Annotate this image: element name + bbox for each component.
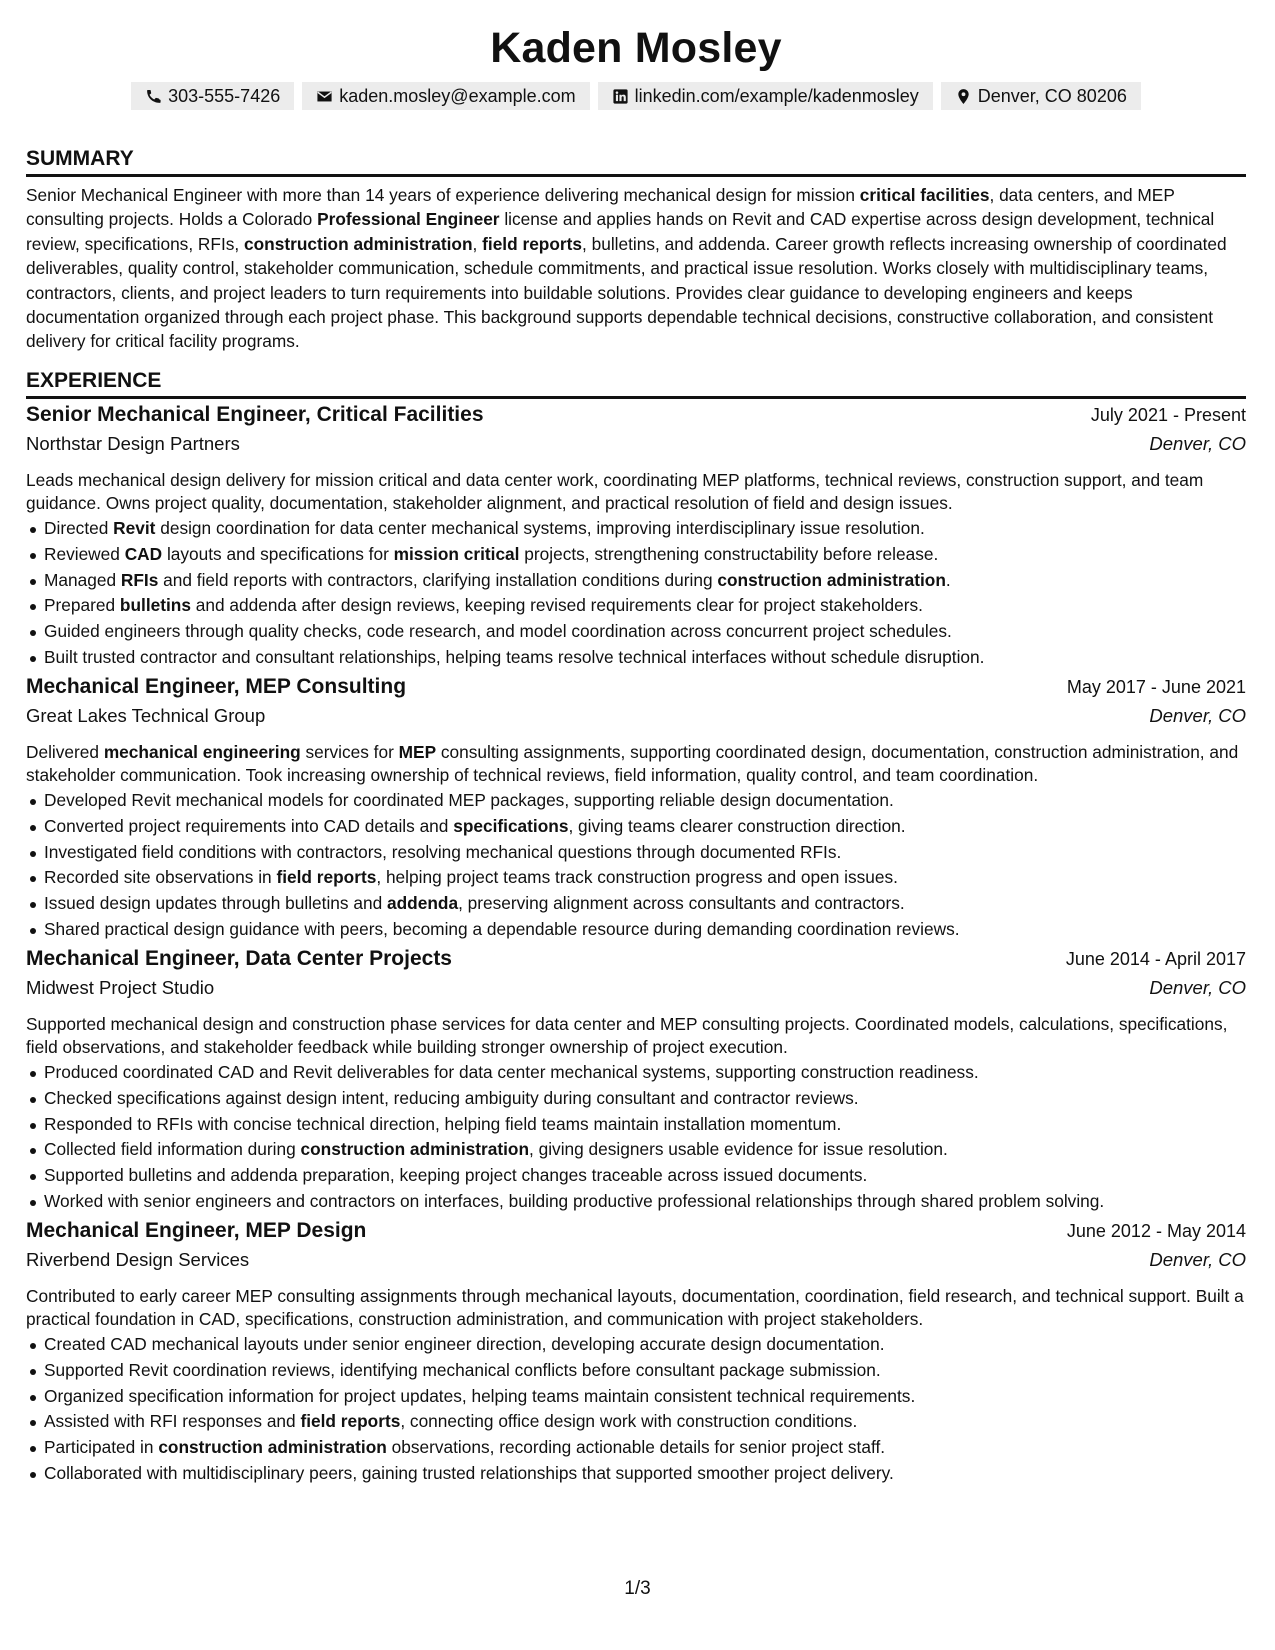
job-entry: [26, 675, 1246, 943]
contact-phone[interactable]: [131, 82, 294, 110]
job-title: Mechanical Engineer, MEP Consulting: [26, 674, 407, 698]
job-location: Denver, CO: [1149, 976, 1246, 998]
job-description: Delivered mechanical engineering services for MEP consulting assignments, supporting coordinated design, documentation, construction administration, and stakeholder communication. Took increasing ownership of technical reviews, field information, quality control, and team coordination.: [26, 741, 1239, 786]
bullet-item: Built trusted contractor and consultant relationships, helping teams resolve technical interfaces without schedule disruption.: [44, 645, 1246, 671]
job-company: Great Lakes Technical Group: [26, 704, 266, 726]
bold-keyword: construction administration: [717, 569, 946, 590]
bullet-item: Reviewed CAD layouts and specifications for mission critical projects, strengthening constructability before release.: [44, 542, 1246, 568]
bold-keyword: mechanical engineering: [103, 741, 301, 762]
bullet-item: Worked with senior engineers and contractors on interfaces, building productive professional relationships through shared problem solving.: [44, 1189, 1246, 1215]
bullet-item: Organized specification information for project updates, helping teams maintain consistent technical requirements.: [44, 1384, 1246, 1410]
bullet-item: Collaborated with multidisciplinary peers, gaining trusted relationships that supported smoother project delivery.: [44, 1461, 1246, 1487]
phone-icon: [145, 88, 162, 105]
bold-keyword: critical facilities: [859, 185, 990, 205]
phone-text: 303-555-7426: [168, 85, 281, 106]
job-title: Mechanical Engineer, MEP Design: [26, 1218, 367, 1242]
job-location: Denver, CO: [1149, 432, 1246, 454]
summary-section: [26, 146, 1246, 354]
bullet-item: Directed Revit design coordination for data center mechanical systems, improving interdisciplinary issue resolution.: [44, 516, 1246, 542]
job-entry: [26, 1219, 1246, 1487]
experience-heading: EXPERIENCE: [26, 368, 1246, 399]
summary-text: Senior Mechanical Engineer with more than 14 years of experience delivering mechanical design for mission critical facilities, data centers, and MEP consulting projects. Holds a Colorado Professional Engineer license and applies hands on Revit and CAD expertise across design development, technical review, specifications, RFIs, construction administration, field reports, bulletins, and addenda. Career growth reflects increasing ownership of coordinated deliverables, quality control, stakeholder communication, schedule commitments, and practical issue resolution. Works closely with multidisciplinary teams, contractors, clients, and project leaders to turn requirements into buildable solutions. Provides clear guidance to developing engineers and keeps documentation organized through each project phase. This background supports dependable technical decisions, constructive collaboration, and consistent delivery for critical facility programs.: [26, 185, 1227, 352]
job-entry: [26, 403, 1246, 671]
linkedin-text: linkedin.com/example/kadenmosley: [634, 85, 919, 106]
bullet-item: Guided engineers through quality checks, code research, and model coordination across concurrent project schedules.: [44, 619, 1246, 645]
bold-keyword: field reports: [482, 233, 583, 254]
job-company: Midwest Project Studio: [26, 976, 215, 998]
job-company: Northstar Design Partners: [26, 432, 240, 454]
job-dates: July 2021 - Present: [1090, 404, 1246, 425]
job-bullets: [26, 1060, 1246, 1215]
job-location: Denver, CO: [1149, 704, 1246, 726]
contact-email[interactable]: [302, 82, 589, 110]
bold-keyword: addenda: [387, 893, 459, 914]
resume-page: [26, 0, 1246, 1487]
bold-keyword: field reports: [276, 867, 377, 888]
bullet-item: Assisted with RFI responses and field reports, connecting office design work with construction conditions.: [44, 1409, 1246, 1435]
experience-section: [26, 368, 1246, 1487]
job-dates: June 2012 - May 2014: [1066, 1220, 1246, 1241]
job-bullets: [26, 516, 1246, 671]
bold-keyword: construction administration: [244, 233, 473, 254]
bold-keyword: specifications: [453, 815, 569, 836]
bold-keyword: MEP: [398, 741, 437, 762]
job-bullets: [26, 1332, 1246, 1487]
contact-linkedin[interactable]: [598, 82, 933, 110]
bullet-item: Supported Revit coordination reviews, identifying mechanical conflicts before consultant package submission.: [44, 1358, 1246, 1384]
job-entry: [26, 947, 1246, 1215]
bullet-item: Developed Revit mechanical models for coordinated MEP packages, supporting reliable design documentation.: [44, 788, 1246, 814]
bullet-item: Converted project requirements into CAD details and specifications, giving teams clearer construction direction.: [44, 814, 1246, 840]
bold-keyword: mission critical: [393, 543, 520, 564]
job-location: Denver, CO: [1149, 1248, 1246, 1270]
bullet-item: Recorded site observations in field reports, helping project teams track construction progress and open issues.: [44, 865, 1246, 891]
bullet-item: Prepared bulletins and addenda after design reviews, keeping revised requirements clear for project stakeholders.: [44, 593, 1246, 619]
bold-keyword: construction administration: [300, 1139, 529, 1160]
bold-keyword: Revit: [113, 518, 156, 539]
bold-keyword: RFIs: [120, 569, 159, 590]
bullet-item: Participated in construction administration observations, recording actionable details for senior project staff.: [44, 1435, 1246, 1461]
job-description: Leads mechanical design delivery for mission critical and data center work, coordinating MEP platforms, technical reviews, construction support, and team guidance. Owns project quality, documentation, stakeholder alignment, and practical resolution of field and design issues.: [26, 469, 1204, 514]
map-pin-icon: [955, 88, 972, 105]
job-title: Senior Mechanical Engineer, Critical Facilities: [26, 402, 484, 426]
page-number: 1/3: [624, 1578, 651, 1599]
summary-heading: SUMMARY: [26, 146, 1246, 177]
contact-bar: [26, 82, 1246, 110]
bold-keyword: Professional Engineer: [317, 209, 500, 230]
bullet-item: Produced coordinated CAD and Revit deliverables for data center mechanical systems, supporting construction readiness.: [44, 1060, 1246, 1086]
bullet-item: Checked specifications against design intent, reducing ambiguity during consultant and contractor reviews.: [44, 1086, 1246, 1112]
bullet-item: Responded to RFIs with concise technical direction, helping field teams maintain installation momentum.: [44, 1112, 1246, 1138]
bullet-item: Created CAD mechanical layouts under senior engineer direction, developing accurate design documentation.: [44, 1332, 1246, 1358]
candidate-name: Kaden Mosley: [490, 24, 782, 72]
bold-keyword: field reports: [300, 1411, 401, 1432]
contact-location: [941, 82, 1141, 110]
job-title: Mechanical Engineer, Data Center Projects: [26, 946, 452, 970]
bold-keyword: bulletins: [119, 595, 191, 616]
bullet-item: Collected field information during construction administration, giving designers usable evidence for issue resolution.: [44, 1137, 1246, 1163]
email-text: kaden.mosley@example.com: [339, 85, 576, 106]
bullet-item: Shared practical design guidance with peers, becoming a dependable resource during demanding coordination reviews.: [44, 917, 1246, 943]
bold-keyword: construction administration: [158, 1437, 387, 1458]
job-bullets: [26, 788, 1246, 943]
envelope-icon: [316, 88, 333, 105]
bold-keyword: CAD: [124, 543, 163, 564]
job-company: Riverbend Design Services: [26, 1248, 250, 1270]
bullet-item: Issued design updates through bulletins and addenda, preserving alignment across consultants and contractors.: [44, 891, 1246, 917]
linkedin-icon: [612, 88, 629, 105]
bullet-item: Managed RFIs and field reports with contractors, clarifying installation conditions during construction administration.: [44, 568, 1246, 594]
location-text: Denver, CO 80206: [977, 85, 1127, 106]
bullet-item: Supported bulletins and addenda preparation, keeping project changes traceable across issued documents.: [44, 1163, 1246, 1189]
job-dates: May 2017 - June 2021: [1066, 676, 1246, 697]
job-description: Contributed to early career MEP consulting assignments through mechanical layouts, documentation, coordination, field research, and technical support. Built a practical foundation in CAD, specifications, construction administration, and communication with project stakeholders.: [26, 1285, 1244, 1330]
job-description: Supported mechanical design and construction phase services for data center and MEP consulting projects. Coordinated models, calculations, specifications, field observations, and stakeholder feedback while building stronger ownership of project execution.: [26, 1013, 1228, 1058]
bullet-item: Investigated field conditions with contractors, resolving mechanical questions through documented RFIs.: [44, 840, 1246, 866]
job-dates: June 2014 - April 2017: [1065, 948, 1246, 969]
